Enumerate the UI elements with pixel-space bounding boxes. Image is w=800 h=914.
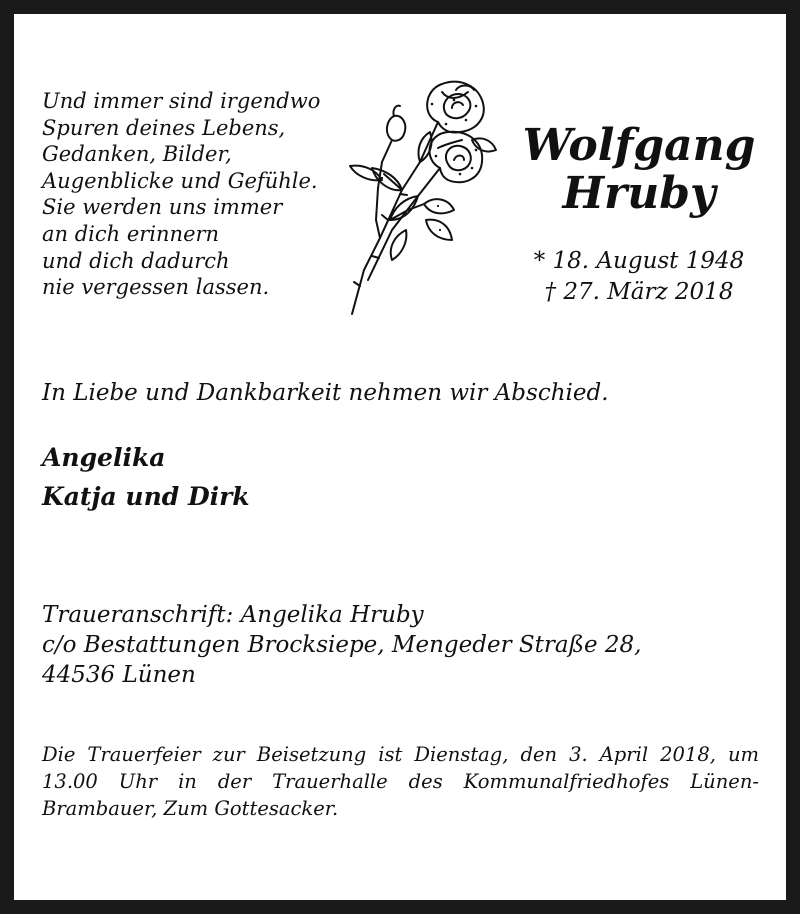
address-line: 44536 Lünen bbox=[42, 662, 196, 688]
death-date: † 27. März 2018 bbox=[544, 279, 734, 305]
address-line: c/o Bestattungen Brocksiepe, Mengeder Straße 28, bbox=[42, 632, 642, 658]
rose-icon bbox=[342, 70, 504, 316]
deceased-first-name: Wolfgang bbox=[522, 120, 756, 171]
birth-date: * 18. August 1948 bbox=[533, 248, 745, 274]
mourner-line: Katja und Dirk bbox=[42, 482, 250, 511]
deceased-last-name: Hruby bbox=[562, 168, 716, 219]
poem bbox=[42, 88, 342, 301]
deceased-name bbox=[514, 122, 764, 218]
mourning-address bbox=[42, 600, 641, 690]
life-dates bbox=[514, 246, 764, 308]
poem-line: nie vergessen lassen. bbox=[42, 275, 270, 300]
address-line: Traueranschrift: Angelika Hruby bbox=[42, 602, 424, 628]
poem-line: an dich erinnern bbox=[42, 221, 220, 246]
mourners bbox=[42, 438, 250, 516]
farewell-text: In Liebe und Dankbarkeit nehmen wir Abschied. bbox=[42, 380, 609, 406]
poem-line: und dich dadurch bbox=[42, 248, 230, 273]
obituary-card bbox=[14, 14, 786, 900]
poem-line: Gedanken, Bilder, bbox=[42, 142, 232, 167]
poem-line: Sie werden uns immer bbox=[42, 195, 283, 220]
poem-line: Und immer sind irgendwo bbox=[42, 89, 321, 113]
poem-line: Spuren deines Lebens, bbox=[42, 115, 286, 140]
poem-line: Augenblicke und Gefühle. bbox=[42, 168, 318, 193]
mourner-line: Angelika bbox=[42, 443, 166, 472]
ceremony-info: Die Trauerfeier zur Beisetzung ist Dienstag, den 3. April 2018, um 13.00 Uhr in der Trauerhalle des Kommunalfriedhofes Lünen-Brambauer, Zum Gottesacker. bbox=[42, 743, 759, 820]
